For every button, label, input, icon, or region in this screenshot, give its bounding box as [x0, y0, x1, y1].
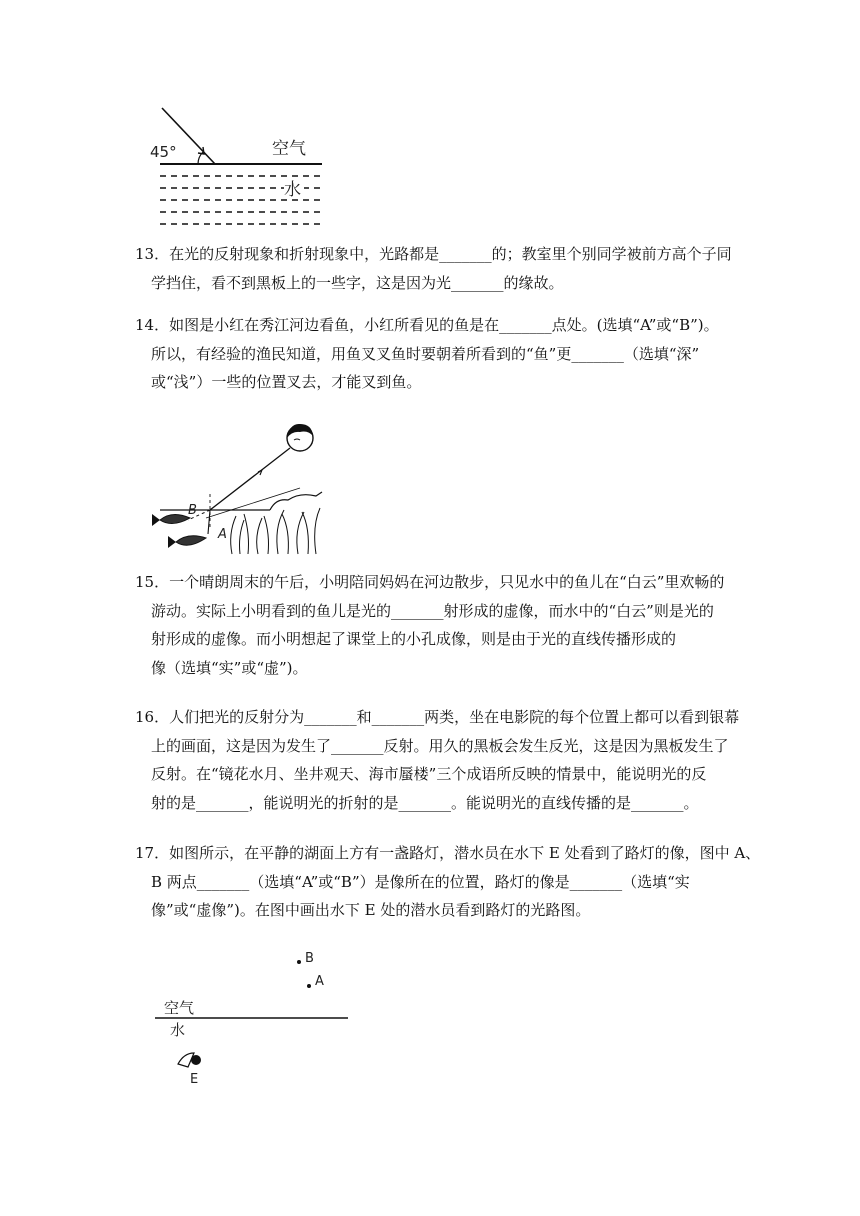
air-label: 空气	[272, 139, 306, 159]
label-A: A	[218, 527, 227, 542]
water-label: 水	[284, 180, 301, 200]
question-14	[135, 311, 735, 397]
question-13	[135, 240, 735, 297]
label-A: A	[315, 974, 324, 989]
point-B	[297, 960, 301, 964]
water-plants	[231, 508, 320, 554]
figure-fish-viewing	[150, 418, 330, 560]
water-label: 水	[170, 1021, 186, 1039]
question-16	[135, 703, 740, 817]
label-B: B	[305, 951, 314, 966]
label-B: B	[188, 503, 197, 518]
q16-line-4: 射的是_______，能说明光的折射的是_______。能说明光的直线传播的是_______。	[151, 793, 699, 812]
angle-label: 45°	[150, 143, 177, 161]
q14-line-2: 所以，有经验的渔民知道，用鱼叉叉鱼时要朝着所看到的“鱼”更_______（选填“深”	[151, 344, 700, 363]
question-15	[135, 568, 735, 682]
figure-lamp-diver	[150, 945, 360, 1090]
diver-eye-icon	[178, 1053, 201, 1067]
question-17	[135, 839, 761, 925]
q13-line-2: 学挡住，看不到黑板上的一些字，这是因为光_______的缘故。	[151, 273, 564, 292]
figure-reflection-45	[140, 100, 340, 232]
q14-line-1: 14．如图是小红在秀江河边看鱼，小红所看见的鱼是在_______点处。(选填“A”或“B”)。	[135, 316, 719, 334]
q16-line-2: 上的画面，这是因为发生了_______反射。用久的黑板会发生反光，这是因为黑板发生了	[151, 736, 729, 755]
q13-line-1: 13．在光的反射现象和折射现象中，光路都是_______的；教室里个别同学被前方高个子同	[135, 245, 732, 263]
q16-line-3: 反射。在“镜花水月、坐井观天、海市蜃楼”三个成语所反映的情景中，能说明光的反	[151, 765, 707, 783]
q17-line-2: B 两点_______（选填“A”或“B”）是像所在的位置，路灯的像是_______（选填“实	[151, 872, 690, 891]
fish-actual-A	[168, 536, 206, 548]
fish-image-B	[152, 514, 190, 526]
q16-line-1: 16．人们把光的反射分为_______和_______两类，坐在电影院的每个位置上都可以看到银幕	[135, 708, 740, 726]
q17-line-1: 17．如图所示，在平静的湖面上方有一盏路灯，潜水员在水下 E 处看到了路灯的像，图中 A、	[135, 844, 761, 862]
air-label: 空气	[164, 999, 195, 1017]
label-E: E	[190, 1072, 199, 1087]
q17-line-3: 像”或“虚像”)。在图中画出水下 E 处的潜水员看到路灯的光路图。	[151, 901, 591, 919]
q15-line-4: 像（选填“实”或“虚”)。	[151, 658, 308, 677]
q15-line-1: 15．一个晴朗周末的午后，小明陪同妈妈在河边散步，只见水中的鱼儿在“白云”里欢畅的	[135, 573, 725, 591]
q14-line-3: 或“浅”）一些的位置叉去，才能叉到鱼。	[151, 373, 422, 391]
point-A	[307, 984, 311, 988]
second-ray	[206, 488, 300, 518]
q15-line-3: 射形成的虚像。而小明想起了课堂上的小孔成像，则是由于光的直线传播形成的	[151, 630, 677, 648]
q15-line-2: 游动。实际上小明看到的鱼儿是光的_______射形成的虚像，而水中的“白云”则是光的	[151, 601, 714, 620]
